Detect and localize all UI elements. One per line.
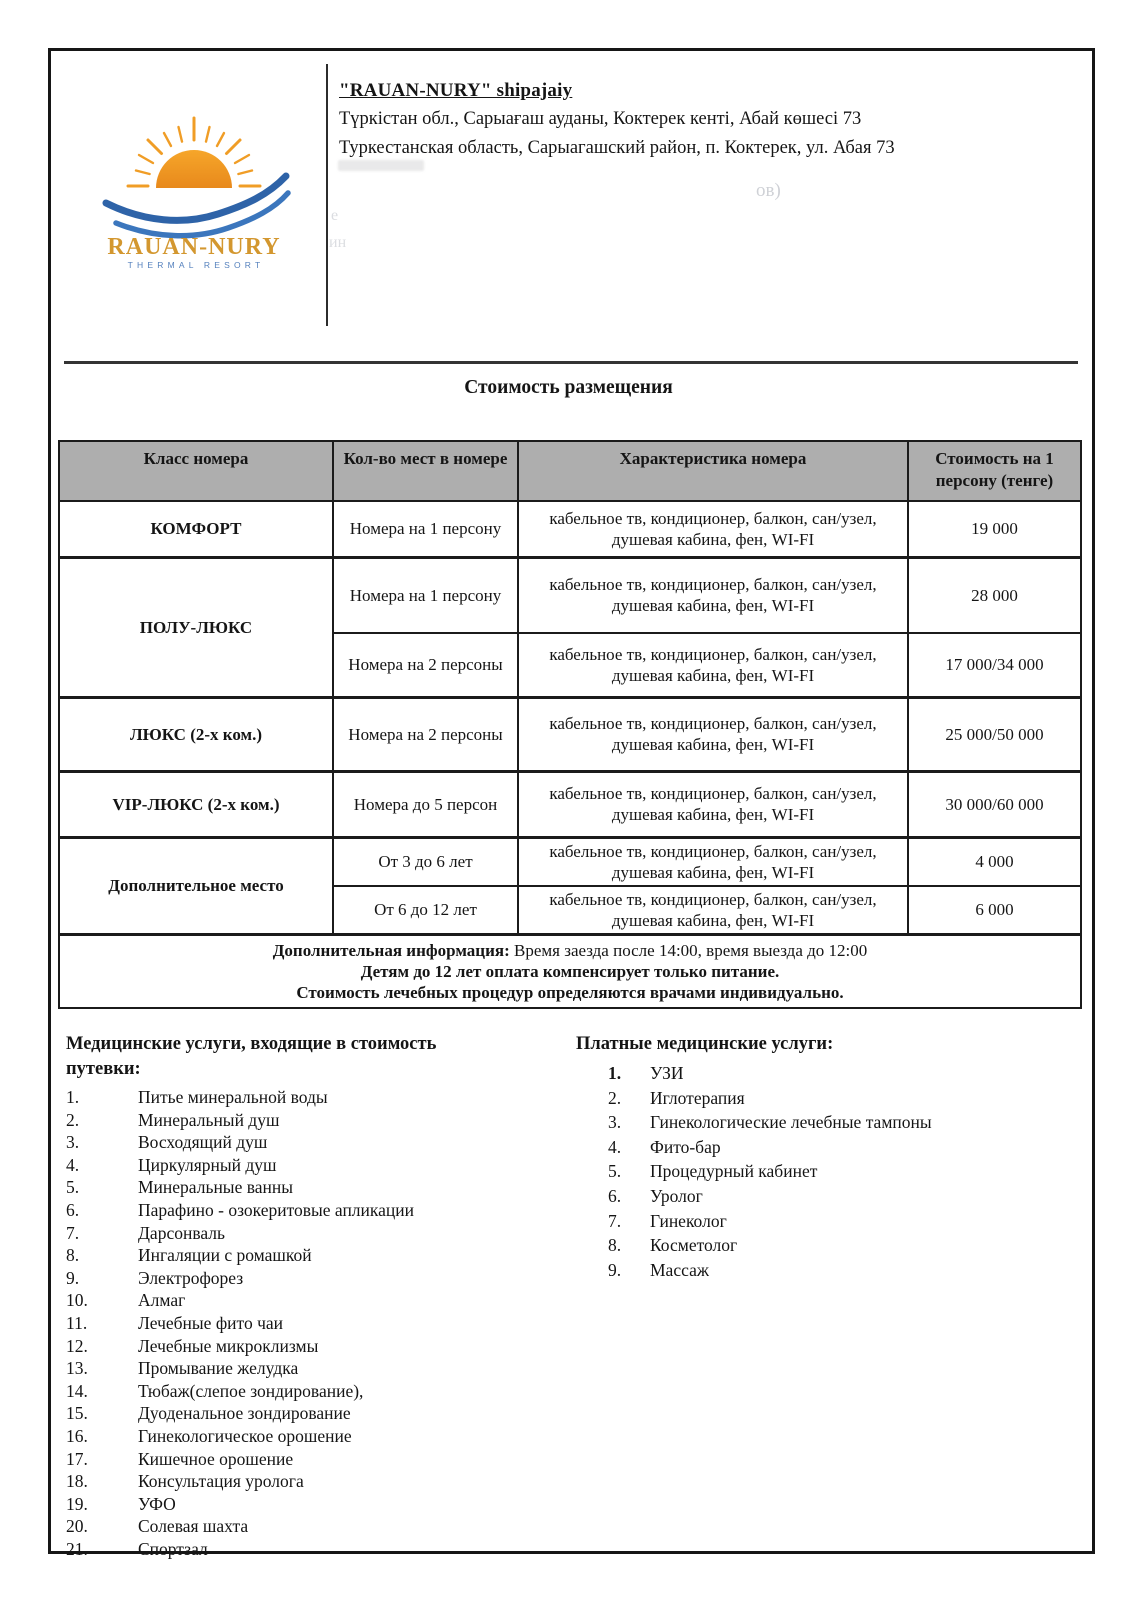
service-item-number: 15. — [66, 1403, 88, 1424]
service-item-number: 4. — [66, 1154, 80, 1175]
room-price: 25 000/50 000 — [908, 697, 1081, 771]
service-item-number: 2. — [608, 1087, 622, 1108]
room-features: кабельное тв, кондиционер, балкон, сан/узел, душевая кабина, фен, WI-FI — [518, 557, 908, 633]
service-item-number: 7. — [608, 1210, 622, 1231]
room-features: кабельное тв, кондиционер, балкон, сан/узел, душевая кабина, фен, WI-FI — [518, 886, 908, 935]
service-list-item — [66, 1470, 536, 1493]
service-list-item — [66, 1493, 536, 1516]
paid-services-heading: Платные медицинские услуги: — [576, 1034, 834, 1054]
service-list-item — [66, 1357, 536, 1380]
service-list-item — [576, 1184, 1056, 1209]
room-features: кабельное тв, кондиционер, балкон, сан/узел, душевая кабина, фен, WI-FI — [518, 633, 908, 697]
service-item-number: 21. — [66, 1538, 88, 1559]
service-item-label: Уролог — [650, 1185, 703, 1206]
service-list-item — [66, 1267, 536, 1290]
service-item-label: Солевая шахта — [138, 1516, 249, 1537]
additional-info-row — [59, 934, 1081, 1008]
room-capacity: От 6 до 12 лет — [333, 886, 518, 935]
paid-services-list — [576, 1061, 1056, 1282]
service-item-label: Косметолог — [650, 1235, 738, 1256]
service-item-number: 8. — [608, 1235, 622, 1256]
service-list-item — [66, 1222, 536, 1245]
service-item-label: Спортзал — [138, 1538, 208, 1559]
table-header-row — [59, 441, 1081, 501]
service-item-label: Восходящий душ — [138, 1132, 268, 1153]
included-services-section — [66, 1032, 536, 1560]
table-row — [59, 771, 1081, 837]
service-item-label: Иглотерапия — [650, 1087, 745, 1108]
service-list-item — [576, 1233, 1056, 1258]
service-item-number: 7. — [66, 1222, 80, 1243]
service-item-label: Ингаляции с ромашкой — [138, 1245, 312, 1266]
service-item-number: 18. — [66, 1471, 88, 1492]
service-item-label: Дарсонваль — [138, 1222, 226, 1243]
service-item-label: Электрофорез — [138, 1267, 244, 1288]
service-list-item — [66, 1380, 536, 1403]
room-class: VIP-ЛЮКС (2-х ком.) — [59, 771, 333, 837]
service-item-number: 5. — [608, 1161, 622, 1182]
room-price: 28 000 — [908, 557, 1081, 633]
col-header-room-class: Класс номера — [59, 441, 333, 501]
room-class: Дополнительное место — [59, 837, 333, 934]
room-capacity: Номера на 1 персону — [333, 501, 518, 557]
service-list-item — [66, 1199, 536, 1222]
service-item-label: Минеральные ванны — [138, 1177, 293, 1198]
service-item-label: Парафино - озокеритовые апликации — [138, 1199, 415, 1220]
additional-info-line2: Детям до 12 лет оплата компенсирует только питание. — [360, 961, 780, 981]
service-item-label: Кишечное орошение — [138, 1448, 294, 1469]
service-item-number: 3. — [608, 1112, 622, 1133]
service-list-item — [576, 1159, 1056, 1184]
service-list-item — [66, 1335, 536, 1358]
service-item-number: 10. — [66, 1290, 88, 1311]
service-item-number: 19. — [66, 1493, 88, 1514]
erased-text-fragment: ин — [329, 234, 347, 251]
service-item-number: 16. — [66, 1425, 88, 1446]
table-row — [59, 837, 1081, 886]
service-list-item — [66, 1176, 536, 1199]
service-item-number: 17. — [66, 1448, 88, 1469]
service-item-label: Массаж — [650, 1259, 709, 1280]
service-list-item — [66, 1086, 536, 1109]
service-item-number: 9. — [608, 1259, 622, 1280]
service-list-item — [66, 1515, 536, 1538]
service-item-label: Тюбаж(слепое зондирование), — [138, 1380, 364, 1401]
section-separator-line — [64, 361, 1078, 364]
service-list-item — [576, 1258, 1056, 1283]
service-list-item — [66, 1538, 536, 1561]
col-header-capacity: Кол-во мест в номере — [333, 441, 518, 501]
service-list-item — [66, 1425, 536, 1448]
service-item-label: Циркулярный душ — [138, 1154, 277, 1175]
room-class: КОМФОРТ — [59, 501, 333, 557]
service-list-item — [576, 1086, 1056, 1111]
service-list-item — [576, 1209, 1056, 1234]
included-services-list — [66, 1086, 536, 1560]
address-russian: Туркестанская область, Сарыагашский район, п. Коктерек, ул. Абая 73 — [339, 138, 895, 158]
header-text-block — [339, 80, 1039, 160]
room-capacity: Номера на 2 персоны — [333, 697, 518, 771]
service-list-item — [66, 1402, 536, 1425]
header-vertical-divider — [326, 64, 328, 326]
service-item-number: 14. — [66, 1380, 88, 1401]
room-class: ЛЮКС (2-х ком.) — [59, 697, 333, 771]
service-item-number: 20. — [66, 1516, 88, 1537]
table-row — [59, 697, 1081, 771]
service-list-item — [66, 1109, 536, 1132]
erased-text-fragment: е — [331, 207, 339, 224]
service-list-item — [576, 1135, 1056, 1160]
room-price: 6 000 — [908, 886, 1081, 935]
paid-services-section — [576, 1032, 1056, 1282]
service-item-label: УФО — [138, 1493, 176, 1514]
service-item-label: Процедурный кабинет — [650, 1161, 818, 1182]
service-item-number: 3. — [66, 1132, 80, 1153]
pricing-title: Стоимость размещения — [464, 377, 673, 398]
rauan-nury-logo — [86, 110, 306, 270]
erased-text-fragment: ов) — [756, 180, 781, 201]
service-item-number: 6. — [608, 1185, 622, 1206]
service-list-item — [576, 1061, 1056, 1086]
room-capacity: Номера на 2 персоны — [333, 633, 518, 697]
room-price: 30 000/60 000 — [908, 771, 1081, 837]
service-list-item — [576, 1110, 1056, 1135]
service-item-label: Питье минеральной воды — [138, 1087, 328, 1107]
service-item-number: 13. — [66, 1358, 88, 1379]
service-item-label: Промывание желудка — [138, 1358, 299, 1379]
service-item-label: Гинекологические лечебные тампоны — [650, 1112, 932, 1133]
service-item-label: Лечебные микроклизмы — [138, 1335, 319, 1356]
included-services-heading: Медицинские услуги, входящие в стоимость путевки: — [66, 1034, 437, 1079]
service-item-label: Гинекологическое орошение — [138, 1425, 352, 1446]
service-item-label: Минеральный душ — [138, 1109, 280, 1130]
sun-waves-logo-icon — [86, 110, 306, 270]
service-item-number: 8. — [66, 1245, 80, 1266]
room-price: 19 000 — [908, 501, 1081, 557]
service-item-label: УЗИ — [650, 1063, 684, 1083]
col-header-features: Характеристика номера — [518, 441, 908, 501]
service-item-label: Фито-бар — [650, 1136, 721, 1157]
service-item-number: 2. — [66, 1109, 80, 1130]
room-features: кабельное тв, кондиционер, балкон, сан/узел, душевая кабина, фен, WI-FI — [518, 697, 908, 771]
service-item-label: Дуоденальное зондирование — [138, 1403, 351, 1424]
logo-name-text: RAUAN-NURY — [107, 234, 281, 260]
room-price: 4 000 — [908, 837, 1081, 886]
additional-info-line3: Стоимость лечебных процедур определяются врачами индивидуально. — [296, 982, 844, 1002]
room-class: ПОЛУ-ЛЮКС — [59, 557, 333, 697]
logo-tagline-text: THERMAL RESORT — [127, 260, 265, 270]
service-list-item — [66, 1244, 536, 1267]
additional-info-label: Дополнительная информация: — [272, 940, 510, 960]
service-list-item — [66, 1448, 536, 1471]
room-features: кабельное тв, кондиционер, балкон, сан/узел, душевая кабина, фен, WI-FI — [518, 501, 908, 557]
room-capacity: От 3 до 6 лет — [333, 837, 518, 886]
room-price: 17 000/34 000 — [908, 633, 1081, 697]
additional-info — [59, 934, 1081, 1008]
service-item-number: 1. — [608, 1063, 622, 1083]
room-capacity: Номера до 5 персон — [333, 771, 518, 837]
room-features: кабельное тв, кондиционер, балкон, сан/узел, душевая кабина, фен, WI-FI — [518, 837, 908, 886]
table-row — [59, 557, 1081, 633]
additional-info-line1: Время заезда после 14:00, время выезда до 12:00 — [509, 940, 868, 960]
service-item-number: 12. — [66, 1335, 88, 1356]
service-list-item — [66, 1154, 536, 1177]
service-list-item — [66, 1312, 536, 1335]
service-item-label: Консультация уролога — [138, 1471, 304, 1492]
service-item-number: 1. — [66, 1087, 80, 1107]
organization-title: "RAUAN-NURY" shipajaiy — [339, 80, 573, 101]
service-item-label: Алмаг — [138, 1290, 186, 1311]
service-item-number: 6. — [66, 1199, 80, 1220]
service-list-item — [66, 1289, 536, 1312]
service-item-number: 4. — [608, 1136, 622, 1157]
address-kazakh: Түркістан обл., Сарыағаш ауданы, Коктерек кенті, Абай көшесі 73 — [339, 109, 862, 129]
erased-line-smudge — [338, 160, 424, 171]
room-features: кабельное тв, кондиционер, балкон, сан/узел, душевая кабина, фен, WI-FI — [518, 771, 908, 837]
col-header-price: Стоимость на 1 персону (тенге) — [908, 441, 1081, 501]
room-capacity: Номера на 1 персону — [333, 557, 518, 633]
service-item-number: 9. — [66, 1267, 80, 1288]
service-item-label: Лечебные фито чаи — [138, 1312, 283, 1333]
service-item-label: Гинеколог — [650, 1210, 727, 1231]
service-item-number: 11. — [66, 1312, 88, 1333]
service-item-number: 5. — [66, 1177, 80, 1198]
table-row — [59, 501, 1081, 557]
pricing-table — [58, 440, 1082, 1009]
service-list-item — [66, 1131, 536, 1154]
